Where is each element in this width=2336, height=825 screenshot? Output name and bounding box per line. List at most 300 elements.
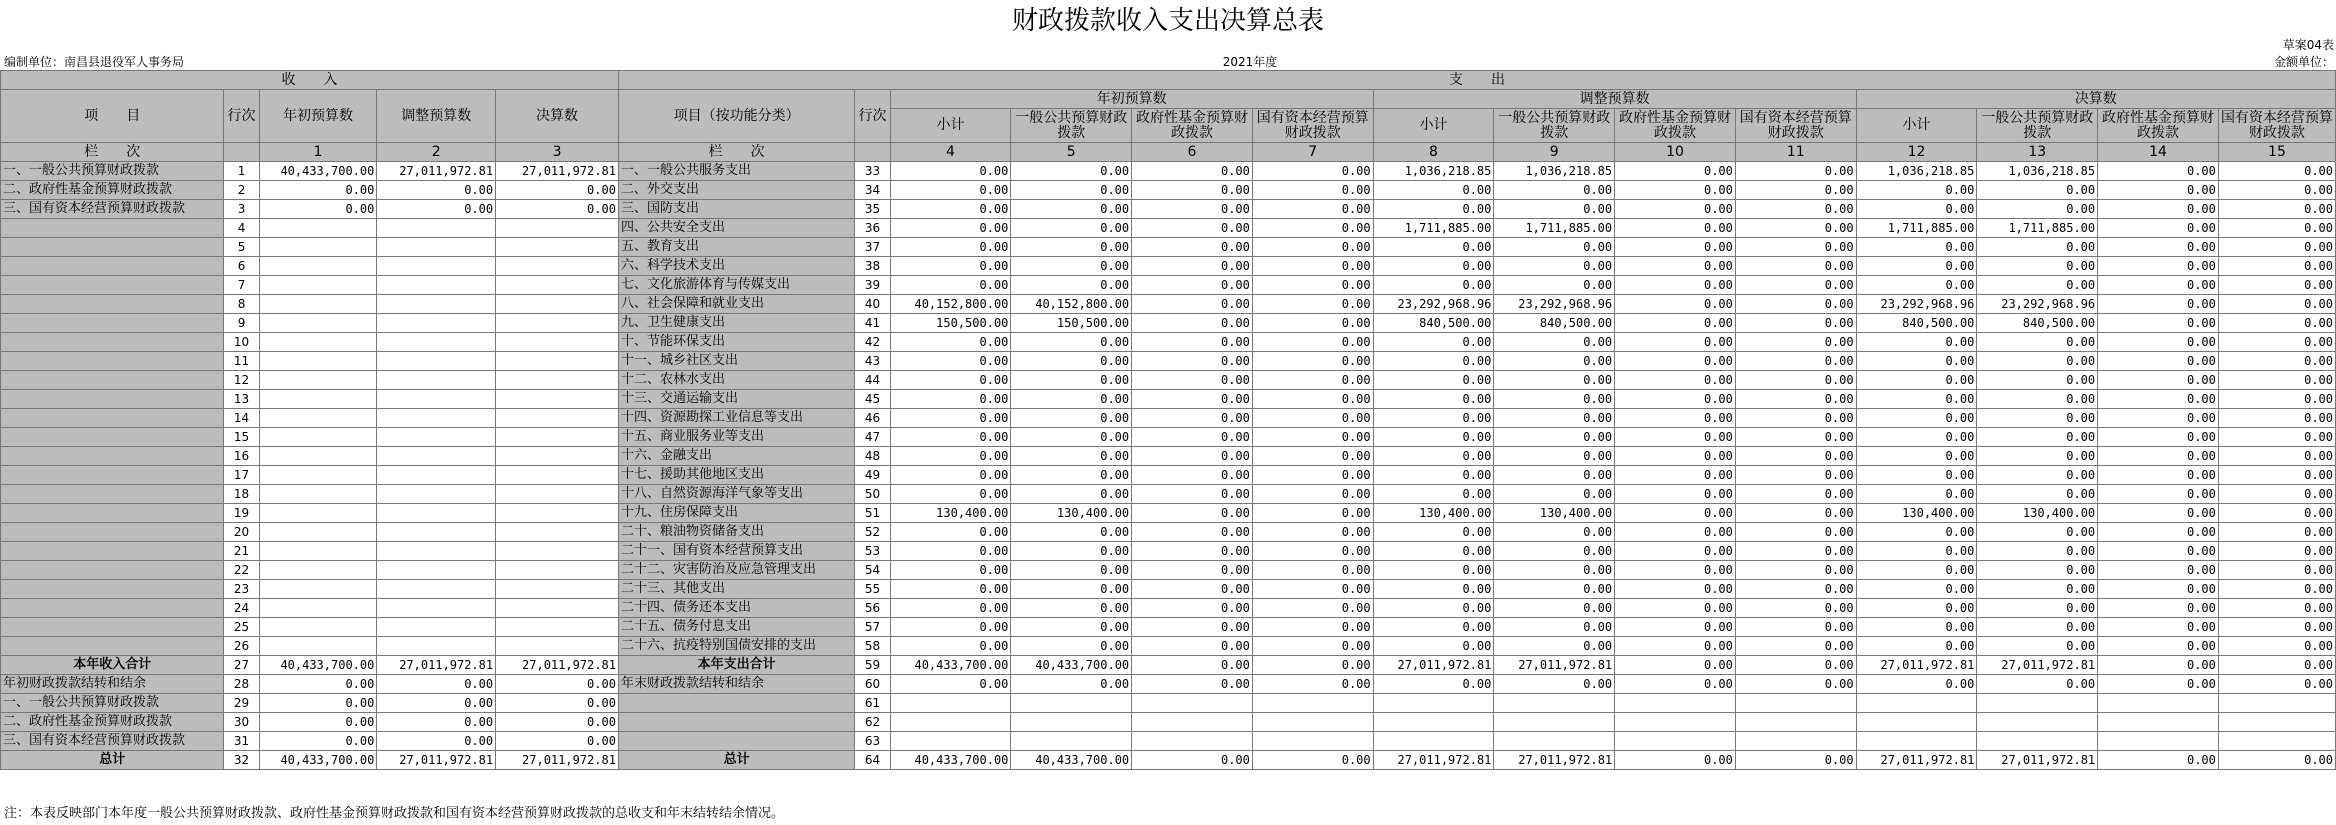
table-row [1, 637, 2336, 656]
expense-value-cell: 1,036,218.85 [1373, 162, 1494, 181]
expense-value-cell [2098, 694, 2219, 713]
expense-value-cell: 0.00 [1856, 675, 1977, 694]
expense-seq-cell: 51 [855, 504, 890, 523]
expense-value-cell: 0.00 [1977, 466, 2098, 485]
income-value-cell [496, 409, 619, 428]
income-value-cell [259, 371, 377, 390]
income-value-cell [259, 485, 377, 504]
expense-value-cell [1132, 694, 1253, 713]
expense-value-cell: 0.00 [1856, 466, 1977, 485]
expense-value-cell: 0.00 [2098, 219, 2219, 238]
expense-value-cell: 0.00 [1132, 371, 1253, 390]
expense-value-cell: 0.00 [1132, 352, 1253, 371]
expense-seq-cell: 61 [855, 694, 890, 713]
expense-item-cell: 十一、城乡社区支出 [618, 352, 854, 371]
expense-value-cell: 0.00 [2218, 333, 2335, 352]
income-value-cell [496, 447, 619, 466]
expense-value-cell [2218, 732, 2335, 751]
income-item-cell: 三、国有资本经营预算财政拨款 [1, 732, 224, 751]
income-value-cell [259, 637, 377, 656]
income-value-cell [496, 618, 619, 637]
expense-value-cell: 0.00 [1615, 599, 1736, 618]
expense-value-cell: 0.00 [1615, 580, 1736, 599]
expense-value-cell: 0.00 [1252, 276, 1373, 295]
money-unit-label: 金额单位： [2273, 55, 2334, 69]
table-row [1, 257, 2336, 276]
income-value-cell: 27,011,972.81 [377, 656, 496, 675]
expense-value-cell: 0.00 [1494, 181, 1615, 200]
expense-value-cell [1977, 713, 2098, 732]
expense-value-cell: 0.00 [1615, 390, 1736, 409]
expense-value-cell: 0.00 [890, 238, 1011, 257]
expense-value-cell: 0.00 [1011, 428, 1132, 447]
expense-value-cell [890, 713, 1011, 732]
expense-value-cell [1615, 732, 1736, 751]
income-value-cell [259, 466, 377, 485]
expense-value-cell: 0.00 [2218, 409, 2335, 428]
column-number: 1 [259, 143, 377, 162]
income-item-cell [1, 466, 224, 485]
expense-value-cell: 0.00 [890, 352, 1011, 371]
expense-value-cell: 130,400.00 [1856, 504, 1977, 523]
income-value-cell [496, 485, 619, 504]
expense-value-cell: 0.00 [1615, 675, 1736, 694]
expense-value-cell: 0.00 [1011, 352, 1132, 371]
expense-value-cell: 0.00 [1615, 637, 1736, 656]
income-value-cell [496, 333, 619, 352]
expense-value-cell: 0.00 [890, 447, 1011, 466]
expense-value-cell: 130,400.00 [1011, 504, 1132, 523]
column-number: 2 [377, 143, 496, 162]
expense-item-cell: 总计 [618, 751, 854, 770]
gov-fund-header: 政府性基金预算财政拨款 [1132, 109, 1253, 143]
expense-value-cell: 0.00 [1615, 238, 1736, 257]
expense-value-cell: 0.00 [1132, 485, 1253, 504]
table-row [1, 713, 2336, 732]
income-value-cell [377, 447, 496, 466]
income-value-cell [259, 599, 377, 618]
income-value-cell [259, 447, 377, 466]
expense-value-cell: 0.00 [2098, 428, 2219, 447]
income-value-cell [496, 352, 619, 371]
income-value-cell: 0.00 [377, 675, 496, 694]
form-code: 草案04表 [2282, 38, 2334, 52]
income-value-cell: 0.00 [496, 200, 619, 219]
expense-value-cell: 0.00 [1252, 466, 1373, 485]
expense-value-cell: 0.00 [1252, 599, 1373, 618]
expense-value-cell: 0.00 [1252, 618, 1373, 637]
column-number: 9 [1494, 143, 1615, 162]
income-value-cell: 0.00 [377, 200, 496, 219]
expense-value-cell: 0.00 [1735, 485, 1856, 504]
expense-item-cell: 五、教育支出 [618, 238, 854, 257]
expense-seq-cell: 60 [855, 675, 890, 694]
expense-value-cell: 0.00 [1856, 542, 1977, 561]
income-item-cell [1, 504, 224, 523]
expense-value-cell: 0.00 [2218, 257, 2335, 276]
expense-seq-cell: 49 [855, 466, 890, 485]
table-row [1, 390, 2336, 409]
expense-value-cell: 130,400.00 [1494, 504, 1615, 523]
income-value-cell: 0.00 [259, 200, 377, 219]
column-number: 10 [1615, 143, 1736, 162]
table-row [1, 428, 2336, 447]
expense-value-cell: 150,500.00 [890, 314, 1011, 333]
expense-value-cell: 0.00 [1373, 181, 1494, 200]
income-item-cell [1, 637, 224, 656]
income-item-cell [1, 371, 224, 390]
expense-value-cell: 0.00 [2098, 371, 2219, 390]
expense-value-cell: 0.00 [1132, 751, 1253, 770]
income-value-cell [377, 580, 496, 599]
expense-item-cell: 八、社会保障和就业支出 [618, 295, 854, 314]
expense-value-cell: 0.00 [2098, 675, 2219, 694]
income-value-cell: 27,011,972.81 [496, 751, 619, 770]
expense-value-cell: 0.00 [2218, 751, 2335, 770]
income-value-cell [259, 352, 377, 371]
expense-value-cell: 0.00 [1977, 447, 2098, 466]
table-row [1, 276, 2336, 295]
income-value-cell [259, 428, 377, 447]
expense-value-cell: 0.00 [1494, 352, 1615, 371]
income-item-cell: 年初财政拨款结转和结余 [1, 675, 224, 694]
income-value-cell: 0.00 [259, 732, 377, 751]
income-value-cell [377, 371, 496, 390]
expense-value-cell: 0.00 [1735, 523, 1856, 542]
expense-seq-cell: 37 [855, 238, 890, 257]
expense-value-cell: 0.00 [2218, 238, 2335, 257]
expense-value-cell: 0.00 [1615, 409, 1736, 428]
expense-value-cell: 0.00 [1132, 390, 1253, 409]
income-seq-cell: 21 [224, 542, 259, 561]
expense-value-cell: 0.00 [1373, 200, 1494, 219]
income-item-cell: 二、政府性基金预算财政拨款 [1, 181, 224, 200]
table-row [1, 542, 2336, 561]
expense-value-cell: 0.00 [1615, 656, 1736, 675]
expense-value-cell [1132, 713, 1253, 732]
expense-value-cell: 40,433,700.00 [1011, 751, 1132, 770]
income-value-cell: 0.00 [377, 713, 496, 732]
general-budget-header: 一般公共预算财政拨款 [1977, 109, 2098, 143]
expense-value-cell: 0.00 [2218, 181, 2335, 200]
income-value-cell [377, 599, 496, 618]
expense-value-cell: 27,011,972.81 [1494, 751, 1615, 770]
expense-value-cell: 0.00 [1373, 599, 1494, 618]
income-item-cell: 总计 [1, 751, 224, 770]
expense-seq-cell: 54 [855, 561, 890, 580]
expense-value-cell: 0.00 [1615, 485, 1736, 504]
expense-value-cell: 0.00 [1252, 371, 1373, 390]
income-seq-cell: 31 [224, 732, 259, 751]
expense-value-cell: 0.00 [1373, 561, 1494, 580]
expense-value-cell: 0.00 [1977, 371, 2098, 390]
expense-value-cell: 0.00 [1011, 561, 1132, 580]
income-value-cell: 0.00 [496, 181, 619, 200]
expense-value-cell: 840,500.00 [1856, 314, 1977, 333]
income-value-cell [496, 238, 619, 257]
expense-value-cell: 0.00 [2098, 295, 2219, 314]
expense-value-cell: 0.00 [1373, 333, 1494, 352]
column-number-cell [855, 143, 890, 162]
income-item-cell [1, 390, 224, 409]
income-value-cell [496, 257, 619, 276]
expense-seq-cell: 35 [855, 200, 890, 219]
table-row [1, 485, 2336, 504]
expense-value-cell: 0.00 [1011, 257, 1132, 276]
expense-seq-cell: 55 [855, 580, 890, 599]
expense-item-cell: 十九、住房保障支出 [618, 504, 854, 523]
expense-value-cell: 0.00 [1615, 181, 1736, 200]
gov-fund-header: 政府性基金预算财政拨款 [1615, 109, 1736, 143]
expense-value-cell: 0.00 [1977, 561, 2098, 580]
income-value-cell: 0.00 [496, 694, 619, 713]
expense-value-cell: 0.00 [2098, 181, 2219, 200]
expense-value-cell: 0.00 [890, 675, 1011, 694]
expense-value-cell: 0.00 [2098, 542, 2219, 561]
table-row [1, 656, 2336, 675]
expense-value-cell: 0.00 [1252, 447, 1373, 466]
expense-value-cell: 0.00 [1494, 561, 1615, 580]
expense-value-cell [1494, 713, 1615, 732]
expense-value-cell: 0.00 [1494, 618, 1615, 637]
expense-value-cell: 0.00 [1977, 599, 2098, 618]
expense-item-cell: 二十四、债务还本支出 [618, 599, 854, 618]
expense-item-cell: 三、国防支出 [618, 200, 854, 219]
income-value-cell [496, 276, 619, 295]
expense-value-cell: 0.00 [1856, 409, 1977, 428]
expense-value-cell: 0.00 [1615, 618, 1736, 637]
expense-value-cell: 0.00 [1615, 219, 1736, 238]
expense-value-cell: 0.00 [1132, 162, 1253, 181]
table-row [1, 295, 2336, 314]
expense-value-cell: 1,036,218.85 [1977, 162, 2098, 181]
income-item-cell: 一、一般公共预算财政拨款 [1, 162, 224, 181]
income-item-cell [1, 276, 224, 295]
expense-seq-cell: 62 [855, 713, 890, 732]
expense-value-cell: 0.00 [1132, 200, 1253, 219]
income-seq-cell: 12 [224, 371, 259, 390]
expense-value-cell [890, 732, 1011, 751]
expense-value-cell: 0.00 [1373, 428, 1494, 447]
expense-adjusted-budget-header: 调整预算数 [1373, 90, 1856, 109]
expense-value-cell: 0.00 [2218, 219, 2335, 238]
income-section-header: 收 入 [1, 71, 619, 90]
expense-value-cell: 0.00 [1977, 428, 2098, 447]
expense-value-cell: 0.00 [2218, 352, 2335, 371]
income-value-cell: 40,433,700.00 [259, 751, 377, 770]
expense-value-cell: 0.00 [1735, 390, 1856, 409]
income-value-cell: 0.00 [259, 694, 377, 713]
expense-value-cell: 0.00 [1132, 580, 1253, 599]
expense-value-cell: 0.00 [1856, 352, 1977, 371]
expense-value-cell: 0.00 [1615, 428, 1736, 447]
expense-value-cell [1494, 694, 1615, 713]
income-seq-cell: 32 [224, 751, 259, 770]
income-value-cell [259, 561, 377, 580]
expense-value-cell: 0.00 [1856, 637, 1977, 656]
expense-seq-cell: 46 [855, 409, 890, 428]
state-capital-header: 国有资本经营预算财政拨款 [1252, 109, 1373, 143]
expense-value-cell: 0.00 [1856, 257, 1977, 276]
income-value-cell [377, 219, 496, 238]
expense-value-cell: 0.00 [2098, 200, 2219, 219]
expense-value-cell: 23,292,968.96 [1856, 295, 1977, 314]
income-seq-cell: 10 [224, 333, 259, 352]
expense-value-cell: 0.00 [1977, 238, 2098, 257]
income-value-cell: 0.00 [377, 181, 496, 200]
general-budget-header: 一般公共预算财政拨款 [1494, 109, 1615, 143]
expense-value-cell: 0.00 [2218, 675, 2335, 694]
expense-value-cell: 0.00 [1373, 466, 1494, 485]
expense-value-cell: 0.00 [1735, 618, 1856, 637]
expense-value-cell: 0.00 [890, 637, 1011, 656]
income-seq-cell: 4 [224, 219, 259, 238]
table-row [1, 618, 2336, 637]
table-row [1, 675, 2336, 694]
income-seq-cell: 2 [224, 181, 259, 200]
table-row [1, 219, 2336, 238]
expense-value-cell: 0.00 [2218, 542, 2335, 561]
income-annual-budget-header: 年初预算数 [259, 90, 377, 143]
expense-value-cell: 0.00 [1494, 390, 1615, 409]
income-value-cell: 0.00 [496, 675, 619, 694]
income-value-cell [496, 219, 619, 238]
income-seq-cell: 9 [224, 314, 259, 333]
expense-value-cell: 0.00 [2218, 504, 2335, 523]
income-value-cell [377, 352, 496, 371]
income-value-cell: 0.00 [377, 732, 496, 751]
expense-value-cell: 27,011,972.81 [1373, 751, 1494, 770]
expense-value-cell: 0.00 [1494, 599, 1615, 618]
column-label: 栏 次 [618, 143, 854, 162]
expense-value-cell: 0.00 [1615, 276, 1736, 295]
expense-value-cell: 0.00 [1856, 485, 1977, 504]
expense-value-cell [2218, 694, 2335, 713]
expense-value-cell: 0.00 [890, 523, 1011, 542]
table-row [1, 751, 2336, 770]
income-seq-cell: 24 [224, 599, 259, 618]
expense-value-cell: 0.00 [890, 257, 1011, 276]
expense-seq-cell: 33 [855, 162, 890, 181]
expense-value-cell: 0.00 [1494, 580, 1615, 599]
expense-value-cell [1132, 732, 1253, 751]
expense-value-cell: 0.00 [1615, 257, 1736, 276]
expense-value-cell: 0.00 [2218, 599, 2335, 618]
income-seq-cell: 27 [224, 656, 259, 675]
income-value-cell [496, 504, 619, 523]
expense-value-cell [1615, 694, 1736, 713]
income-seq-cell: 19 [224, 504, 259, 523]
expense-value-cell: 0.00 [1252, 352, 1373, 371]
income-item-cell [1, 333, 224, 352]
income-value-cell [496, 523, 619, 542]
table-row [1, 504, 2336, 523]
income-value-cell [259, 580, 377, 599]
expense-seq-cell: 38 [855, 257, 890, 276]
expense-value-cell: 0.00 [1132, 238, 1253, 257]
expense-value-cell: 0.00 [2098, 466, 2219, 485]
expense-value-cell: 0.00 [1735, 295, 1856, 314]
expense-seq-cell: 50 [855, 485, 890, 504]
expense-value-cell: 0.00 [1735, 162, 1856, 181]
income-value-cell [377, 314, 496, 333]
expense-value-cell: 0.00 [2098, 352, 2219, 371]
expense-value-cell: 0.00 [1252, 751, 1373, 770]
expense-value-cell: 0.00 [1252, 504, 1373, 523]
expense-value-cell: 0.00 [890, 428, 1011, 447]
expense-seq-cell: 45 [855, 390, 890, 409]
expense-value-cell: 0.00 [1132, 219, 1253, 238]
expense-value-cell: 0.00 [1494, 637, 1615, 656]
expense-value-cell: 1,036,218.85 [1494, 162, 1615, 181]
expense-value-cell: 1,711,885.00 [1856, 219, 1977, 238]
expense-value-cell: 0.00 [1735, 352, 1856, 371]
expense-value-cell: 0.00 [890, 561, 1011, 580]
income-item-cell: 本年收入合计 [1, 656, 224, 675]
expense-value-cell: 0.00 [1735, 333, 1856, 352]
expense-item-cell [618, 694, 854, 713]
expense-value-cell: 27,011,972.81 [1977, 751, 2098, 770]
column-number: 15 [2218, 143, 2335, 162]
expense-value-cell: 40,152,800.00 [1011, 295, 1132, 314]
income-value-cell: 0.00 [259, 181, 377, 200]
income-seq-cell: 29 [224, 694, 259, 713]
expense-value-cell: 0.00 [1011, 618, 1132, 637]
income-value-cell [259, 314, 377, 333]
expense-value-cell: 0.00 [1011, 219, 1132, 238]
expense-value-cell: 1,711,885.00 [1494, 219, 1615, 238]
income-item-cell [1, 523, 224, 542]
expense-value-cell: 0.00 [1494, 542, 1615, 561]
income-seq-cell: 13 [224, 390, 259, 409]
expense-value-cell: 0.00 [1132, 523, 1253, 542]
expense-value-cell: 0.00 [1615, 162, 1736, 181]
expense-value-cell: 0.00 [1132, 314, 1253, 333]
expense-value-cell [890, 694, 1011, 713]
expense-value-cell: 0.00 [2218, 523, 2335, 542]
expense-value-cell: 0.00 [1252, 181, 1373, 200]
expense-value-cell: 0.00 [1494, 257, 1615, 276]
expense-value-cell: 0.00 [1856, 276, 1977, 295]
expense-value-cell: 0.00 [1977, 181, 2098, 200]
expense-seq-cell: 59 [855, 656, 890, 675]
expense-value-cell: 0.00 [1735, 371, 1856, 390]
income-value-cell [377, 561, 496, 580]
income-item-cell [1, 352, 224, 371]
expense-value-cell: 0.00 [1252, 409, 1373, 428]
general-budget-header: 一般公共预算财政拨款 [1011, 109, 1132, 143]
expense-value-cell: 0.00 [890, 599, 1011, 618]
expense-value-cell [1373, 732, 1494, 751]
income-value-cell [377, 637, 496, 656]
expense-value-cell: 0.00 [1373, 238, 1494, 257]
expense-value-cell: 0.00 [1132, 447, 1253, 466]
column-number: 11 [1735, 143, 1856, 162]
expense-value-cell: 0.00 [1373, 352, 1494, 371]
expense-value-cell: 0.00 [1856, 428, 1977, 447]
income-item-cell: 三、国有资本经营预算财政拨款 [1, 200, 224, 219]
income-value-cell [259, 219, 377, 238]
expense-value-cell: 1,711,885.00 [1373, 219, 1494, 238]
expense-value-cell: 0.00 [1373, 580, 1494, 599]
table-row [1, 333, 2336, 352]
expense-value-cell: 0.00 [1735, 276, 1856, 295]
column-label: 栏 次 [1, 143, 224, 162]
expense-value-cell: 0.00 [1252, 162, 1373, 181]
expense-value-cell: 0.00 [2098, 162, 2219, 181]
income-item-cell [1, 561, 224, 580]
expense-seq-cell: 63 [855, 732, 890, 751]
